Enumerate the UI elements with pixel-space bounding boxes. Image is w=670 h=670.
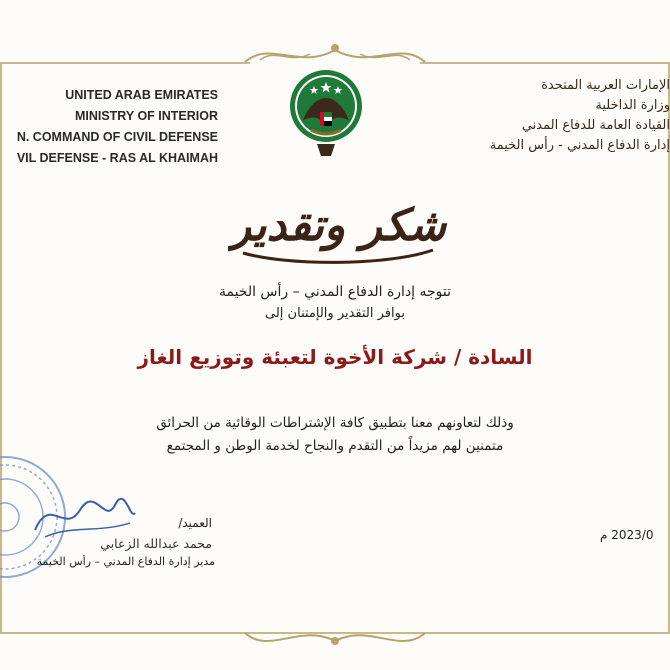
header-en-country: UNITED ARAB EMIRATES [65, 88, 218, 102]
header-english [17, 85, 218, 169]
signatory-title: العميد/ [178, 516, 212, 530]
header-ar-department: إدارة الدفاع المدني - رأس الخيمة [489, 138, 670, 153]
header-arabic [442, 76, 670, 156]
intro-line-1: تتوجه إدارة الدفاع المدني – رأس الخيمة [218, 284, 452, 300]
header-ar-country: الإمارات العربية المتحدة [541, 78, 670, 93]
intro-line-2: بوافر التقدير والإمتنان إلى [265, 306, 405, 321]
reason-line-1: وذلك لتعاونهم معنا بتطبيق كافة الإشتراطات الوقائية من الحرائق [156, 415, 514, 431]
header-en-ministry: MINISTRY OF INTERIOR [74, 109, 218, 123]
ministry-emblem-icon [287, 64, 365, 162]
frame-top-right-line [420, 62, 670, 64]
reason-line-2: متمنين لهم مزيداً من التقدم والنجاح لخدمة الوطن و المجتمع [166, 438, 504, 454]
bottom-ornament-icon [240, 615, 430, 655]
header-en-command: N. COMMAND OF CIVIL DEFENSE [16, 130, 218, 144]
frame-top-left-line [0, 62, 250, 64]
certificate-date: 2023/0 م [600, 528, 654, 542]
header-ar-command: القيادة العامة للدفاع المدني [521, 118, 670, 133]
header-en-department: VIL DEFENSE - RAS AL KHAIMAH [16, 151, 218, 165]
signatory-position: مدير إدارة الدفاع المدني – رأس الخيمة [36, 555, 215, 568]
recipient-name: السادة / شركة الأخوة لتعبئة وتوزيع الغاز [137, 345, 533, 369]
calligraphy-title [228, 178, 448, 268]
header-ar-ministry: وزارة الداخلية [595, 98, 670, 113]
signatory-name: محمد عبدالله الزعابي [100, 536, 212, 551]
calligraphy-text: شكر وتقدير [229, 200, 447, 251]
